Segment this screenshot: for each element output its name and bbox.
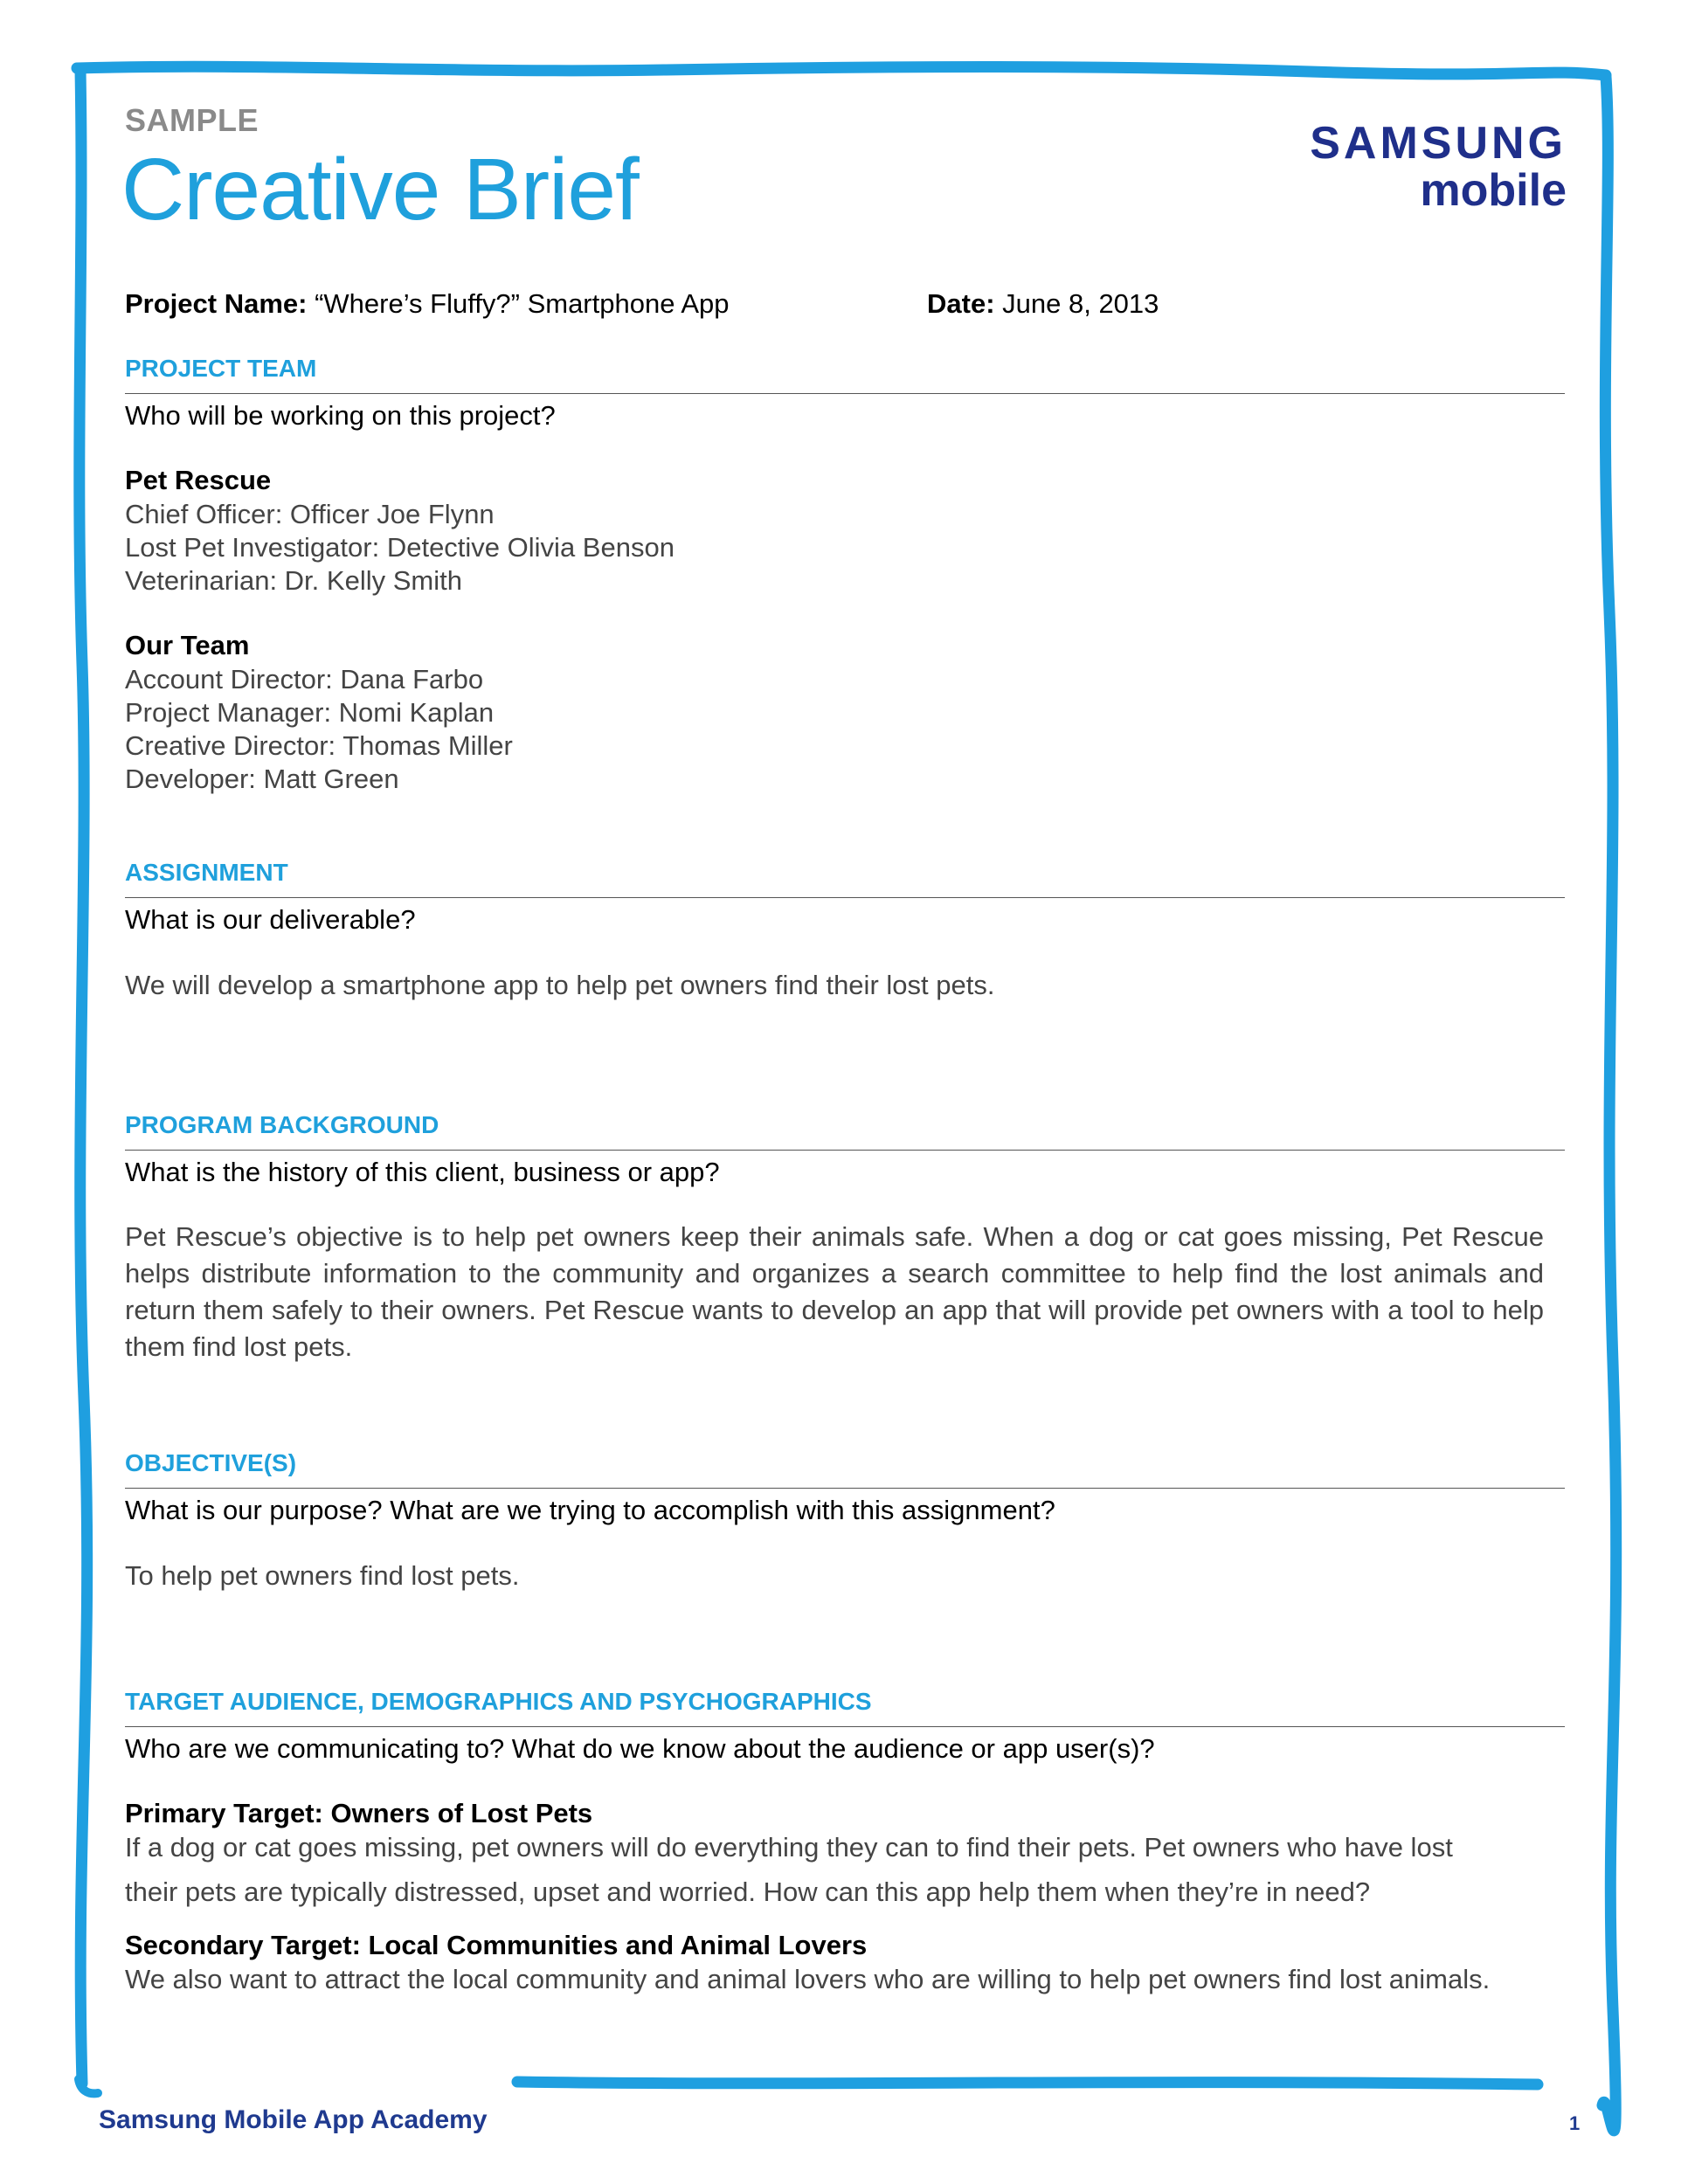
primary-target-text: If a dog or cat goes missing, pet owners will do everything they can to find their pets. Pet owners who have lost (125, 1832, 1453, 1863)
audience-question: Who are we communicating to? What do we know about the audience or app user(s)? (125, 1733, 1155, 1764)
project-meta-row (125, 288, 1565, 320)
secondary-target-title: Secondary Target: Local Communities and Animal Lovers (125, 1930, 868, 1960)
project-date (927, 288, 1159, 320)
our-team-member: Creative Director: Thomas Miller (125, 730, 513, 761)
background-answer: Pet Rescue’s objective is to help pet owners keep their animals safe. When a dog or cat goes missing, Pet Rescue helps distribute information to the community and organizes a search committee to help find the lost animals and return them safely to their owners. Pet Rescue wants to develop an app that will provide pet owners with a tool to help them find lost pets. (125, 1221, 1544, 1362)
date-value: June 8, 2013 (1002, 288, 1159, 319)
pet-rescue-member: Lost Pet Investigator: Detective Olivia Benson (125, 532, 675, 563)
our-team-title: Our Team (125, 630, 250, 660)
project-team-question: Who will be working on this project? (125, 400, 556, 431)
objectives-answer: To help pet owners find lost pets. (125, 1560, 520, 1591)
our-team-member: Developer: Matt Green (125, 764, 399, 794)
logo-brand-text: SAMSUNG (1310, 118, 1567, 169)
section-heading-program-background: PROGRAM BACKGROUND (125, 1111, 1565, 1151)
pet-rescue-title: Pet Rescue (125, 465, 272, 495)
assignment-question: What is our deliverable? (125, 904, 416, 935)
section-heading-project-team: PROJECT TEAM (125, 355, 1565, 394)
section-heading-target-audience: TARGET AUDIENCE, DEMOGRAPHICS AND PSYCHOGRAPHICS (125, 1688, 1565, 1727)
samsung-mobile-logo (1304, 118, 1567, 216)
section-heading-assignment: ASSIGNMENT (125, 859, 1565, 898)
assignment-answer: We will develop a smartphone app to help pet owners find their lost pets. (125, 970, 995, 1000)
background-question: What is the history of this client, business or app? (125, 1157, 720, 1187)
objectives-question: What is our purpose? What are we trying to accomplish with this assignment? (125, 1495, 1055, 1525)
sample-label: SAMPLE (125, 102, 259, 138)
page-number: 1 (1569, 2112, 1581, 2134)
section-heading-objectives: OBJECTIVE(S) (125, 1449, 1565, 1489)
secondary-target-text: We also want to attract the local community and animal lovers who are willing to help pet owners find lost animals. (125, 1964, 1491, 1994)
primary-target-text: their pets are typically distressed, upset and worried. How can this app help them when they’re in need? (125, 1876, 1371, 1907)
pet-rescue-member: Veterinarian: Dr. Kelly Smith (125, 565, 462, 596)
project-name-label: Project Name: (125, 288, 308, 319)
date-label: Date: (927, 288, 995, 319)
our-team-member: Account Director: Dana Farbo (125, 664, 484, 695)
primary-target-title: Primary Target: Owners of Lost Pets (125, 1798, 593, 1828)
pet-rescue-member: Chief Officer: Officer Joe Flynn (125, 499, 495, 529)
our-team-member: Project Manager: Nomi Kaplan (125, 697, 495, 728)
footer-academy-name: Samsung Mobile App Academy (99, 2105, 488, 2134)
document-title: Creative Brief (121, 141, 639, 238)
project-name-value: “Where’s Fluffy?” Smartphone App (315, 288, 730, 319)
logo-sub-text: mobile (1420, 165, 1567, 216)
